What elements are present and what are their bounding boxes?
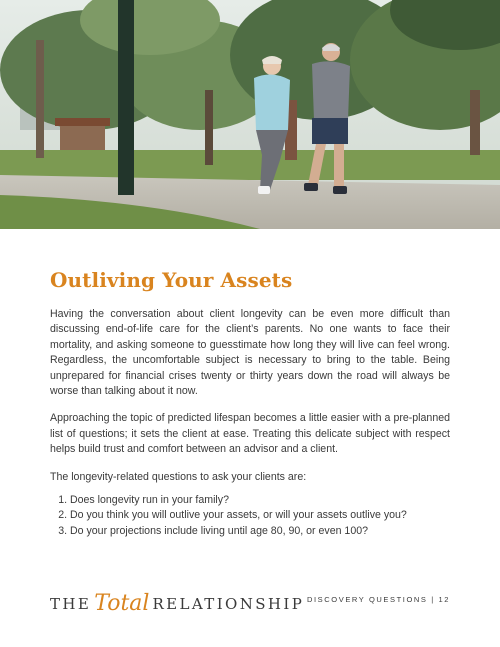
article — [50, 268, 450, 539]
hero-photo — [0, 0, 500, 229]
brand-prefix: THE — [50, 595, 92, 613]
page-title: Outliving Your Assets — [50, 268, 293, 292]
park-joggers-illustration — [0, 0, 500, 229]
brand-script: Total — [94, 591, 150, 616]
brand-suffix: RELATIONSHIP — [152, 595, 305, 613]
list-item: 1. Does longevity run in your family? — [70, 493, 450, 508]
paragraph-questions-lead: The longevity-related questions to ask your clients are: — [50, 470, 307, 483]
paragraph-approach: Approaching the topic of predicted lifespan becomes a little easier with a pre-planned list of questions; it sets the client at ease. Treating this delicate subject with respect helps build trust and comfort between an advisor and a client. — [50, 412, 450, 456]
brand-logo — [50, 590, 304, 615]
questions-list — [50, 493, 450, 539]
page-footer — [50, 588, 450, 616]
list-item: 2. Do you think you will outlive your assets, or will your assets outlive you? — [70, 508, 450, 523]
list-item: 3. Do your projections include living until age 80, 90, or even 100? — [70, 524, 450, 539]
section-page-number: DISCOVERY QUESTIONS | 12 — [306, 595, 450, 604]
paragraph-intro: Having the conversation about client longevity can be even more difficult than discussing end-of-life care for the client’s parents. No one wants to face their mortality, and asking someone to guesstimate how long they will live can feel wrong. Regardless, the uncomfortable subject is necessary to bring to the table. Being unprepared for financial crises twenty or thirty years down the road will always be worse than talking about it now. — [50, 308, 450, 398]
